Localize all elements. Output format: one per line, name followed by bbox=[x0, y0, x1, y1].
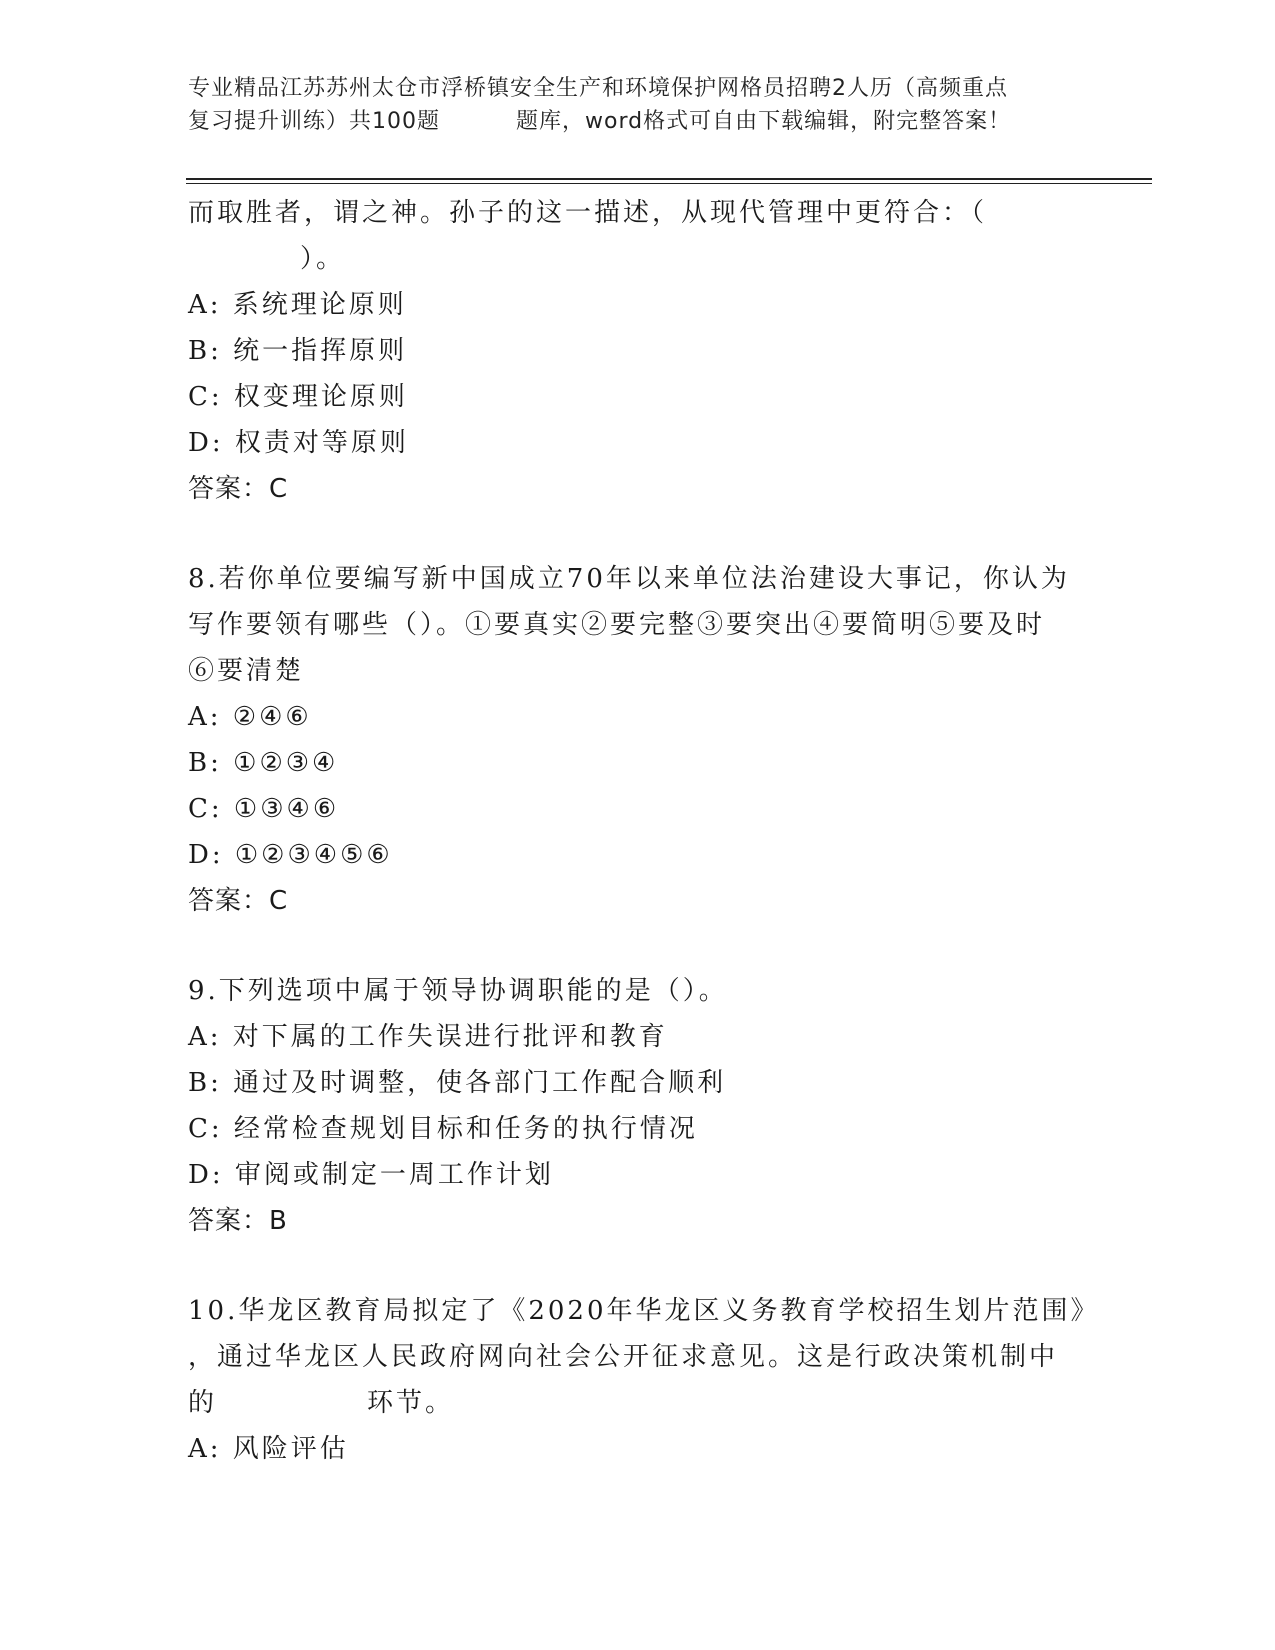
document-body bbox=[188, 190, 1138, 1472]
option-c: C: 权变理论原则 bbox=[188, 382, 408, 412]
header-line-2 bbox=[188, 105, 1088, 138]
option-b: B: 统一指挥原则 bbox=[188, 336, 408, 366]
page-header bbox=[188, 72, 1088, 138]
header-gap bbox=[440, 105, 516, 138]
option-a: A: 系统理论原则 bbox=[188, 290, 407, 320]
question-text: ⑥要清楚 bbox=[188, 656, 305, 686]
question-8 bbox=[188, 556, 1138, 924]
answer-line: 答案：C bbox=[188, 474, 289, 504]
option-d: D: ①②③④⑤⑥ bbox=[188, 840, 393, 870]
question-text bbox=[188, 1380, 1138, 1426]
question-9 bbox=[188, 968, 1138, 1244]
answer-line: 答案：B bbox=[188, 1206, 288, 1236]
question-10 bbox=[188, 1288, 1138, 1472]
question-text: 10.华龙区教育局拟定了《2020年华龙区义务教育学校招生划片范围》 bbox=[188, 1296, 1100, 1326]
question-text-part: 的 bbox=[188, 1388, 218, 1418]
option-d: D: 审阅或制定一周工作计划 bbox=[188, 1160, 554, 1190]
header-divider-thick bbox=[186, 178, 1152, 180]
question-text: 写作要领有哪些（）。①要真实②要完整③要突出④要简明⑤要及时 bbox=[188, 610, 1046, 640]
option-a: A: 风险评估 bbox=[188, 1434, 349, 1464]
question-text: 8.若你单位要编写新中国成立70年以来单位法治建设大事记，你认为 bbox=[188, 564, 1070, 594]
question-text: 而取胜者，谓之神。孙子的这一描述，从现代管理中更符合：（ bbox=[188, 198, 988, 228]
header-line-2-part-1: 复习提升训练）共100题 bbox=[188, 109, 440, 134]
option-b: B: ①②③④ bbox=[188, 748, 339, 778]
question-text: ）。 bbox=[300, 244, 346, 274]
option-b: B: 通过及时调整，使各部门工作配合顺利 bbox=[188, 1068, 727, 1098]
question-text-part: 环节。 bbox=[367, 1388, 455, 1418]
question-7 bbox=[188, 190, 1138, 512]
option-c: C: 经常检查规划目标和任务的执行情况 bbox=[188, 1114, 698, 1144]
option-c: C: ①③④⑥ bbox=[188, 794, 340, 824]
answer-line: 答案：C bbox=[188, 886, 289, 916]
option-a: A: ②④⑥ bbox=[188, 702, 312, 732]
header-divider-thin bbox=[186, 183, 1152, 184]
option-d: D: 权责对等原则 bbox=[188, 428, 409, 458]
header-line-1: 专业精品江苏苏州太仓市浮桥镇安全生产和环境保护网格员招聘2人历（高频重点 bbox=[188, 76, 1008, 101]
question-text: 9.下列选项中属于领导协调职能的是（）。 bbox=[188, 976, 728, 1006]
header-line-2-part-2: 题库，word格式可自由下载编辑，附完整答案！ bbox=[516, 109, 1012, 134]
option-a: A: 对下属的工作失误进行批评和教育 bbox=[188, 1022, 668, 1052]
question-text: ，通过华龙区人民政府网向社会公开征求意见。这是行政决策机制中 bbox=[188, 1342, 1059, 1372]
